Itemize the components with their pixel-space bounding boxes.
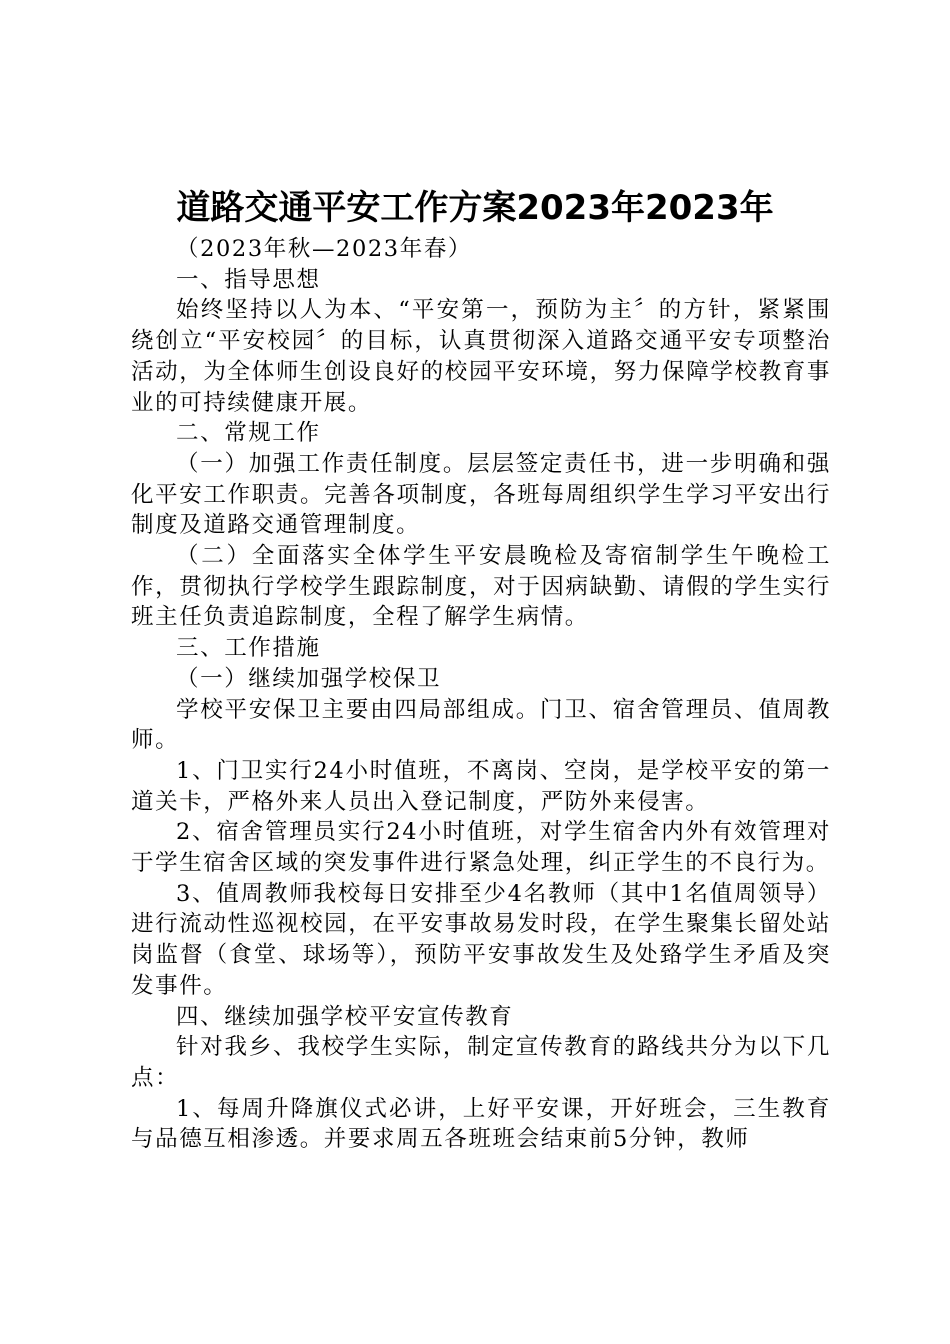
paragraph: 2、宿舍管理员实行24小时值班，对学生宿舍内外有效管理对于学生宿舍区域的突发事件进行紧急处理，纠正学生的不良行为。 xyxy=(131,819,831,877)
paragraph: 针对我乡、我校学生实际，制定宣传教育的路线共分为以下几点： xyxy=(131,1034,831,1091)
paragraph: 1、每周升降旗仪式必讲，上好平安课，开好班会，三生教育与品德互相渗透。并要求周五各班班会结束前5分钟，教师 xyxy=(131,1095,831,1153)
paragraph-date-range: （2023年秋—2023年春） xyxy=(176,236,473,262)
paragraph: 始终坚持以人为本、“平安第一，预防为主〞的方针，紧紧围绕创立“平安校园〞的目标，认真贯彻深入道路交通平安专项整治活动，为全体师生创设良好的校园平安环境，努力保障学校教育事业的可持续健康开展。 xyxy=(131,297,831,416)
paragraph: 3、值周教师我校每日安排至少4名教师（其中1名值周领导）进行流动性巡视校园，在平安事故易发时段，在学生聚集长留处站岗监督（食堂、球场等），预防平安事故发生及处臵学生矛盾及突发事件。 xyxy=(131,880,831,999)
document-title: 道路交通平安工作方案2023年2023年 xyxy=(176,188,774,228)
paragraph: （一）加强工作责任制度。层层签定责任书，进一步明确和强化平安工作职责。完善各项制度，各班每周组织学生学习平安出行制度及道路交通管理制度。 xyxy=(131,450,831,539)
document-body xyxy=(131,234,831,1155)
heading-work-measures: 三、工作措施 xyxy=(176,635,321,662)
paragraph: （二）全面落实全体学生平安晨晚检及寄宿制学生午晚检工作，贯彻执行学校学生跟踪制度，对于因病缺勤、请假的学生实行班主任负责追踪制度，全程了解学生病情。 xyxy=(131,543,831,631)
subheading-school-security: （一）继续加强学校保卫 xyxy=(176,665,442,692)
heading-safety-education: 四、继续加强学校平安宣传教育 xyxy=(176,1003,514,1030)
paragraph: 学校平安保卫主要由四局部组成。门卫、宿舍管理员、值周教师。 xyxy=(131,696,831,754)
heading-routine-work: 二、常规工作 xyxy=(176,420,321,447)
heading-guiding-ideology: 一、指导思想 xyxy=(176,266,321,293)
paragraph: 1、门卫实行24小时值班，不离岗、空岗，是学校平安的第一道关卡，严格外来人员出入登记制度，严防外来侵害。 xyxy=(131,757,831,815)
